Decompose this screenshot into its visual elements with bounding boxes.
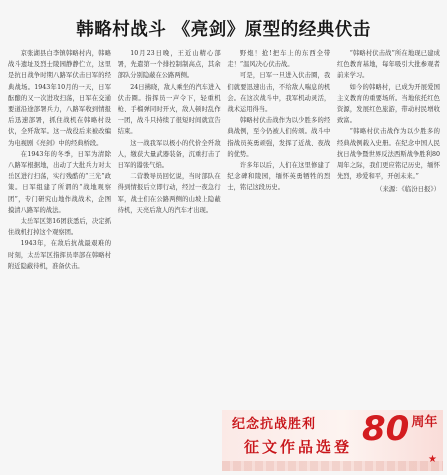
anniversary-number: 80 [362, 410, 410, 449]
paragraph: 1943年，在敌后抗战最艰难的时刻，太岳军区指挥员率部在韩略村附近隐蔽待机，准备伏击。 [8, 240, 111, 270]
article-column-2 [118, 48, 221, 410]
article-column-1 [8, 48, 111, 410]
paragraph: 韩略村伏击战作为以少胜多的经典战例，至今仍被人们传颂。战斗中指战员英勇顽强，发挥了近战、夜战的优势。 [227, 117, 331, 158]
article-body [8, 48, 440, 410]
anniversary-unit: 周年 [411, 415, 438, 430]
article-column-4 [337, 48, 440, 410]
paragraph: 京张湖县白李镇韩略村内，韩略战斗遗址及烈士陵园静静伫立，这里是抗日战争时期八路军伏击日军的经典战场。1943年10月的一天，日军酝酿的又一次进攻扫荡，日军在交通要道沿途部署兵力，八路军收到情报后迅速部署，抓住战机在韩略村设伏，全歼敌军。这一战役后来被改编为电视剧《亮剑》中的经典桥段。 [8, 50, 111, 147]
great-wall-decoration [222, 461, 443, 471]
paragraph: 10月23日晚，王近山精心部署，先遣第一个排控制制高点，其余部队分别隐蔽在公路两侧。 [117, 50, 221, 80]
paragraph: 24日拂晓，敌人乘坐的汽车进入伏击圈。指挥员一声令下，轻重机枪、手榴弹同时开火，敌人顿时乱作一团，战斗只持续了很短时间就宣告结束。 [117, 83, 221, 136]
paragraph: 如今的韩略村，已成为开展爱国主义教育的重要场所。当地依托红色资源，发展红色旅游，带动村民增收致富。 [336, 83, 440, 125]
article-column-3 [227, 48, 330, 410]
paragraph: 太岳军区第16团获悉后，决定抓住战机打掉这个观察团。 [8, 218, 111, 237]
banner-headline: 纪念抗战胜利 [232, 417, 317, 432]
paragraph: “韩略村伏击战作为以少胜多的经典战例载入史册。在纪念中国人民抗日战争暨世界反法西斯战争胜利80周年之际，我们更应铭记历史，缅怀先烈，珍爱和平，开创未来。” [336, 128, 440, 181]
anniversary-banner [222, 410, 443, 471]
anniversary-mark [362, 410, 437, 450]
paragraph: “韩略村伏击战”所在地现已建成红色教育基地，每年吸引大批参观者前来学习。 [336, 50, 440, 80]
banner-subheadline: 征文作品选登 [244, 438, 353, 456]
paragraph: 这一战我军以极小的代价全歼敌人，缴获大量武器装备，沉重打击了日军的嚣张气焰。 [117, 139, 221, 170]
paragraph: 二营教导员回忆说，当时部队在得到情报后立即行动，经过一夜急行军，战士们在公路两侧的山坡上隐蔽待机，天亮后敌人的汽车才出现。 [117, 173, 221, 214]
paragraph: 许多年以后，人们在这里修建了纪念碑和陵园，缅怀英勇牺牲的烈士，铭记这段历史。 [227, 162, 331, 192]
paragraph: 在1943年的冬季，日军为清除八路军根据地，出动了大批兵力对太岳区进行扫荡，实行残酷的“三光”政策。日军组建了所谓的“战地观察团”，专门研究山地作战战术，企图摸清八路军的战法。 [8, 150, 111, 214]
paragraph: 野炮！抢!把车上的东西全带走！”温风决心伏击战。 [227, 50, 331, 69]
article-source: （来源：《临汾日报》） [376, 185, 440, 194]
article-title: 韩略村战斗 《亮剑》原型的经典伏击 [76, 20, 371, 40]
star-icon: ★ [428, 454, 437, 465]
paragraph: 可是，日军一旦进入伏击圈，我们就要迅速出击，不给敌人喘息的机会。在这次战斗中，我军机动灵活，战术运用得当。 [227, 72, 331, 114]
